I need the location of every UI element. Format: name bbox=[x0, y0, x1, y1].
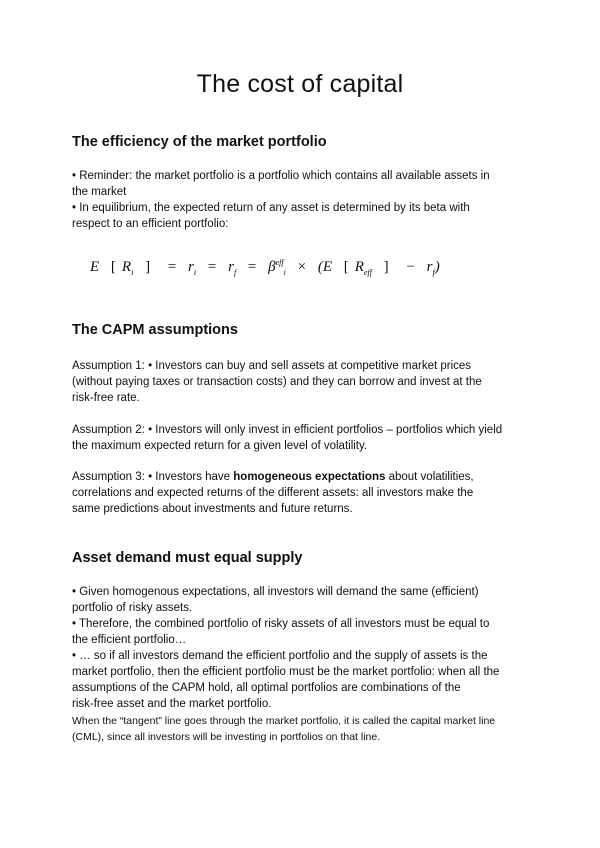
formula-sub-i: i bbox=[283, 268, 286, 277]
formula-minus: − bbox=[406, 259, 415, 275]
text-line: Assumption 1: • Investors can buy and sell assets at competitive market prices bbox=[72, 360, 472, 372]
capm-formula bbox=[90, 258, 440, 277]
formula-equals: = bbox=[207, 259, 217, 275]
formula-paren: ( bbox=[317, 259, 323, 275]
formula-sub-f: f bbox=[233, 268, 237, 277]
text-line: Assumption 2: • Investors will only invest in efficient portfolios – portfolios which yield bbox=[72, 424, 503, 436]
text-line bbox=[72, 469, 532, 485]
formula-r-lower: r bbox=[188, 259, 194, 275]
text-line: portfolio of risky assets. bbox=[72, 602, 193, 614]
text-line: • … so if all investors demand the efficient portfolio and the supply of assets is the bbox=[72, 650, 488, 662]
text-line: When the “tangent” line goes through the market portfolio, it is called the capital market line bbox=[72, 715, 496, 727]
text-line: (without paying taxes or transaction costs) and they can borrow and invest at the bbox=[72, 376, 482, 388]
section-heading-efficiency: The efficiency of the market portfolio bbox=[72, 134, 327, 150]
emphasis-homogeneous-expectations: homogeneous expectations bbox=[233, 471, 386, 483]
cml-note bbox=[72, 713, 542, 745]
assumption-1 bbox=[72, 358, 532, 406]
formula-equals: = bbox=[247, 259, 257, 275]
formula-r-lower: r bbox=[426, 259, 433, 275]
text-line: the market bbox=[72, 186, 127, 198]
text-line: the efficient portfolio… bbox=[72, 634, 187, 646]
formula-r: R bbox=[354, 259, 364, 275]
formula-r: R bbox=[121, 259, 132, 275]
formula-paren: ) bbox=[434, 259, 440, 275]
formula-beta: β bbox=[268, 259, 276, 275]
formula-e: E bbox=[322, 259, 332, 275]
formula-sub-eff: eff bbox=[363, 268, 372, 277]
formula-bracket: ] bbox=[145, 259, 151, 275]
section-heading-asset-demand: Asset demand must equal supply bbox=[72, 550, 303, 566]
efficiency-paragraph bbox=[72, 168, 532, 232]
text-line: • Given homogenous expectations, all investors will demand the same (efficient) bbox=[72, 586, 479, 598]
text-line: respect to an efficient portfolio: bbox=[72, 218, 229, 230]
formula-r-lower: r bbox=[228, 259, 234, 275]
formula-equals: = bbox=[167, 259, 177, 275]
formula-bracket: [ bbox=[110, 259, 116, 275]
assumption-2 bbox=[72, 422, 532, 454]
formula-bracket: ] bbox=[383, 259, 389, 275]
text-line: assumptions of the CAPM hold, all optimal portfolios are combinations of the bbox=[72, 682, 461, 694]
text-line: market portfolio, then the efficient portfolio must be the market portfolio: when all the bbox=[72, 666, 500, 678]
text-line: same predictions about investments and future returns. bbox=[72, 503, 353, 515]
text-line: the maximum expected return for a given level of volatility. bbox=[72, 440, 368, 452]
formula-sub-f: f bbox=[432, 268, 435, 277]
text-line: risk-free rate. bbox=[72, 392, 140, 404]
text-line: • In equilibrium, the expected return of any asset is determined by its beta with bbox=[72, 202, 470, 214]
asset-demand-paragraph bbox=[72, 584, 532, 712]
page-title: The cost of capital bbox=[196, 70, 404, 98]
assumption-3 bbox=[72, 469, 532, 517]
text-line: • Reminder: the market portfolio is a portfolio which contains all available assets in bbox=[72, 170, 490, 182]
text-line: • Therefore, the combined portfolio of risky assets of all investors must be equal to bbox=[72, 618, 490, 630]
section-heading-capm-assumptions: The CAPM assumptions bbox=[72, 322, 238, 338]
text-line: (CML), since all investors will be investing in portfolios on that line. bbox=[72, 731, 381, 743]
text-line: risk-free asset and the market portfolio. bbox=[72, 698, 272, 710]
formula-times: × bbox=[297, 259, 307, 275]
formula-bracket: [ bbox=[343, 259, 349, 275]
formula-sub-i: i bbox=[193, 268, 197, 277]
formula-sub-i: i bbox=[131, 268, 134, 277]
assumption-3-suffix: about volatilities, bbox=[385, 471, 474, 483]
formula-sup-eff: eff bbox=[275, 258, 284, 267]
text-line: correlations and expected returns of the different assets: all investors make the bbox=[72, 487, 474, 499]
formula-e: E bbox=[90, 259, 100, 275]
assumption-3-prefix: Assumption 3: • Investors have bbox=[72, 471, 234, 483]
